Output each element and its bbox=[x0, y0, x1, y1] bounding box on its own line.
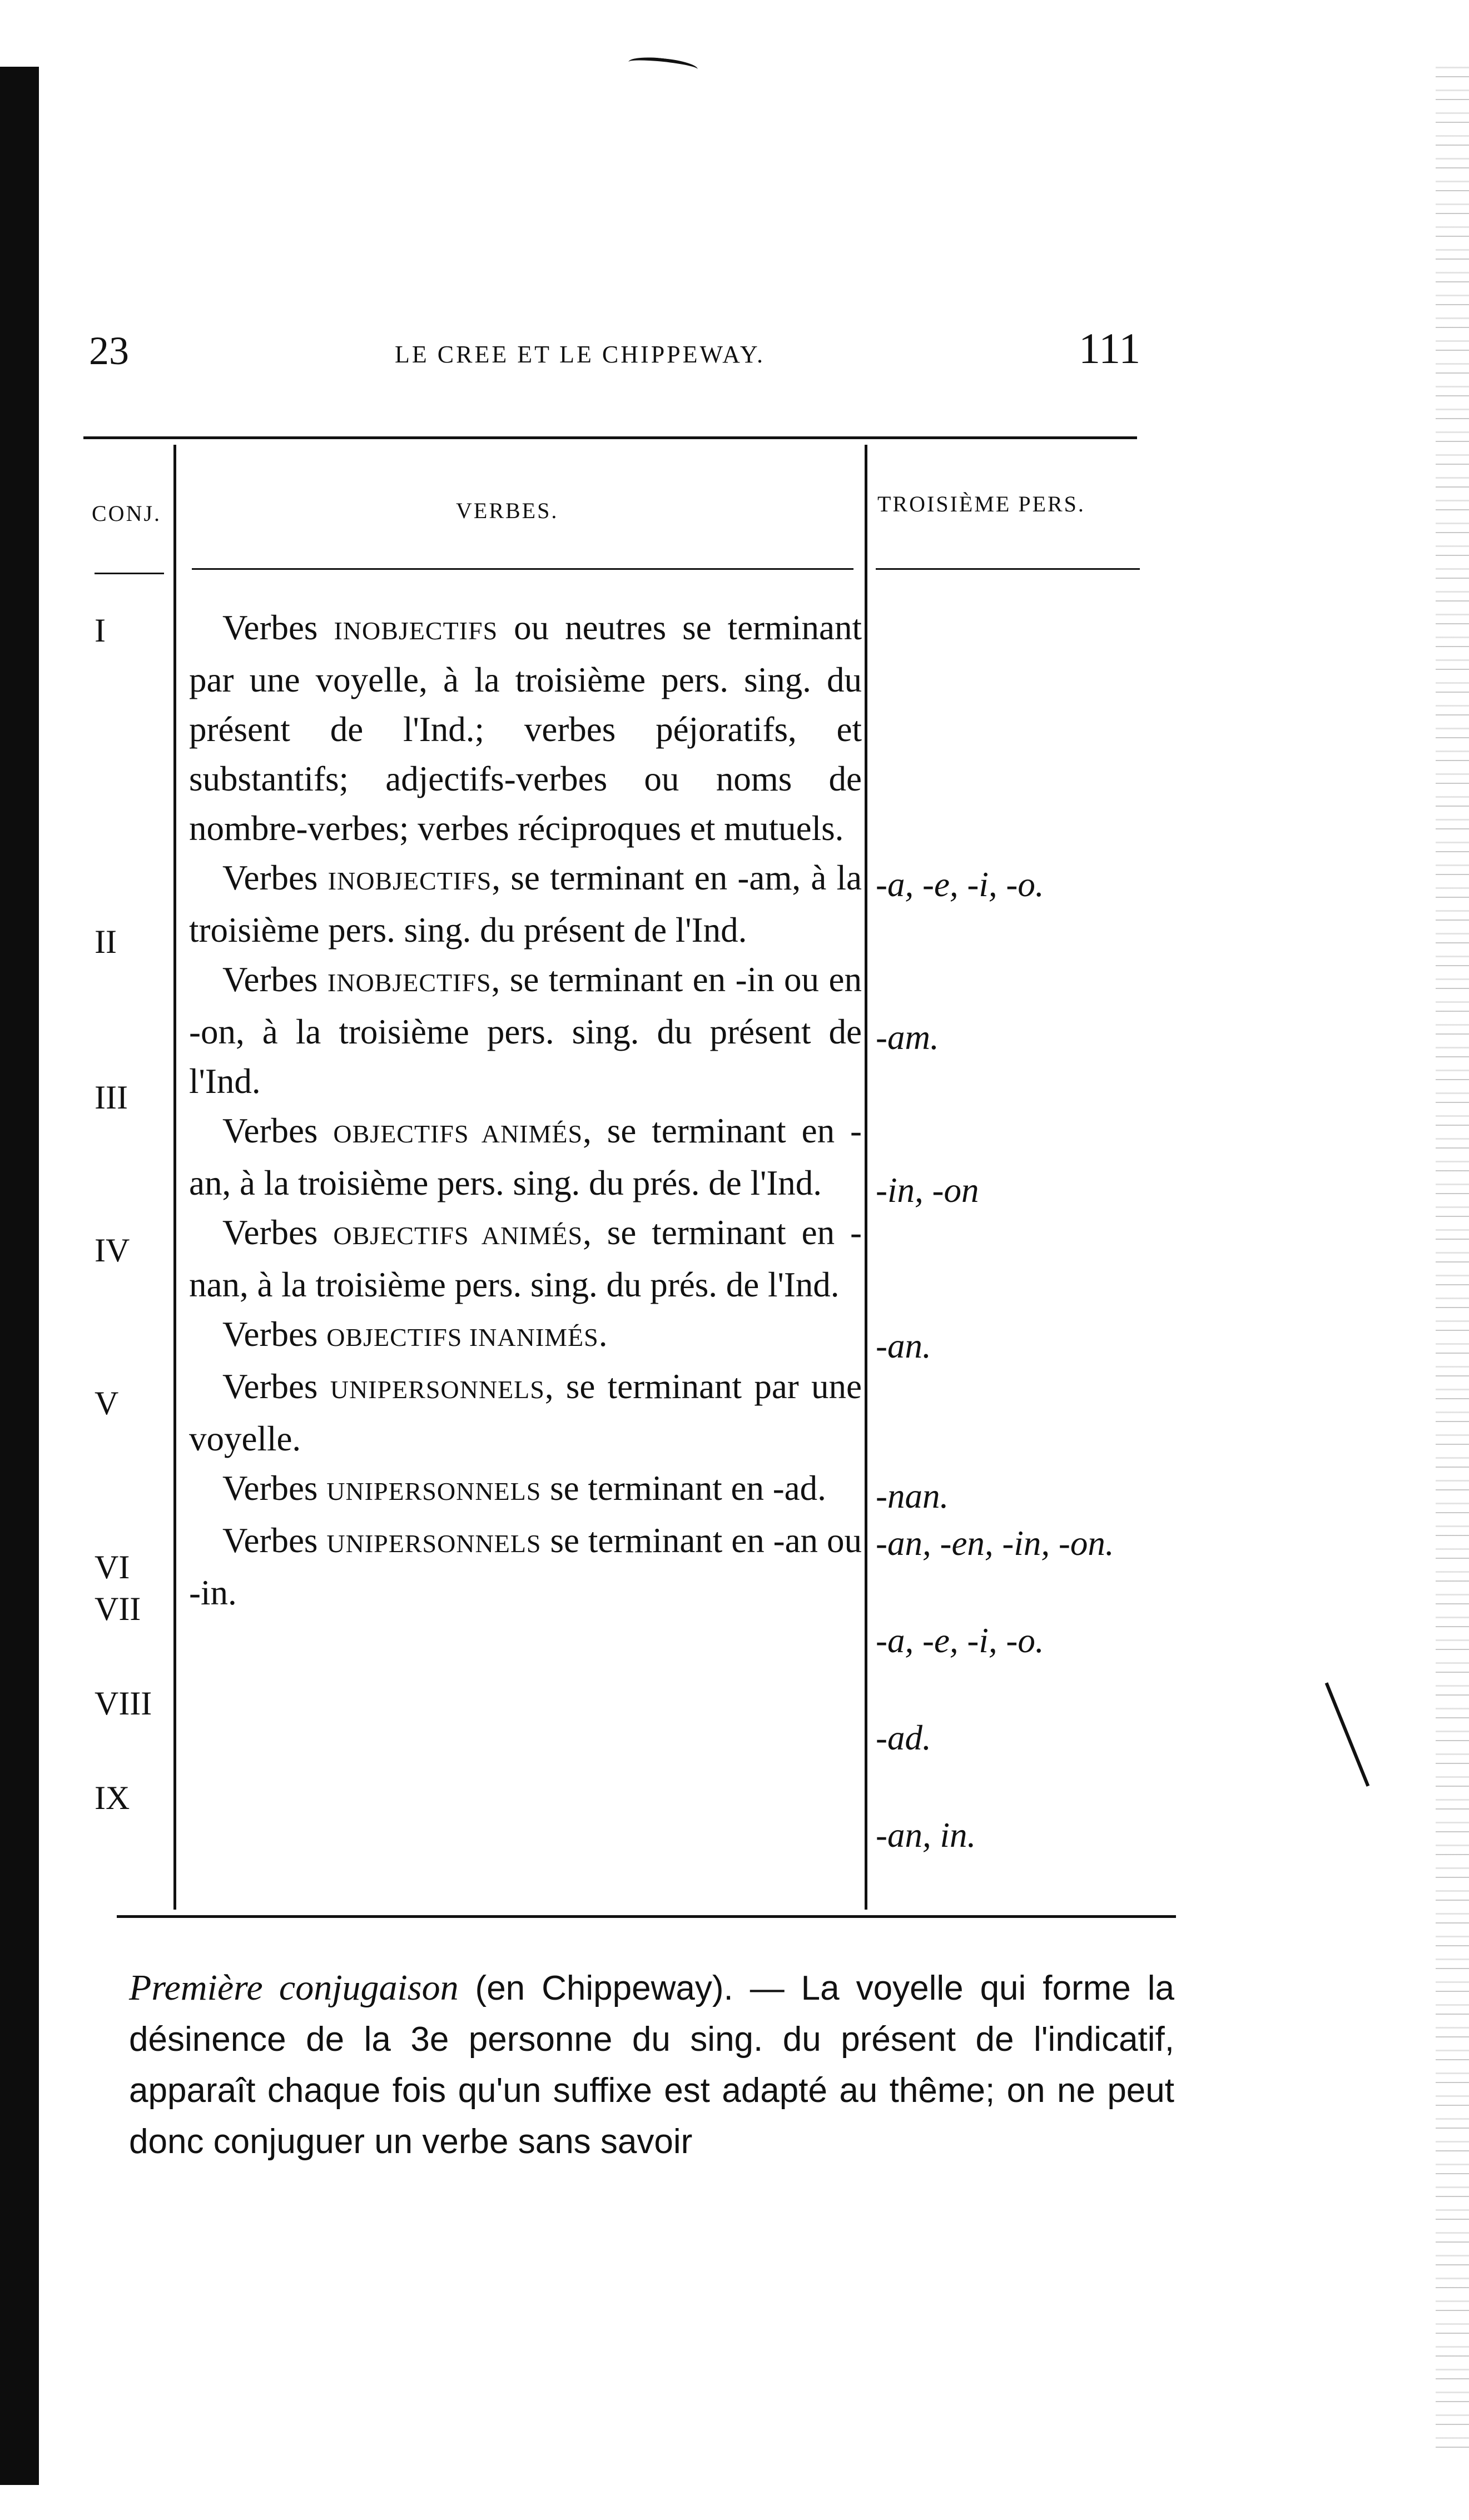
table-bottom-rule bbox=[117, 1915, 1176, 1918]
conj-numeral: II bbox=[95, 923, 117, 960]
small-caps-term: UNIPERSONNELS bbox=[326, 1477, 542, 1505]
ending-value: -a, -e, -i, -o. bbox=[876, 865, 1044, 904]
header-verbes: VERBES. bbox=[456, 498, 559, 523]
verb-entry: Verbes OBJECTIFS ANIMÉS, se terminant en -nan, à la troisième pers. sing. du prés. de l'Ind. bbox=[189, 1213, 862, 1304]
verb-entry: Verbes UNIPERSONNELS, se terminant par une voyelle. bbox=[189, 1367, 862, 1458]
small-caps-term: INOBJECTIFS bbox=[327, 968, 492, 997]
verb-entry: Verbes INOBJECTIFS, se terminant en -in ou en -on, à la troisième pers. sing. du présent de l'Ind. bbox=[189, 960, 862, 1101]
small-caps-term: OBJECTIFS INANIMÉS bbox=[326, 1323, 599, 1351]
ink-mark bbox=[628, 55, 698, 77]
column-divider-left bbox=[173, 445, 176, 1910]
page-number: 111 bbox=[1079, 324, 1141, 372]
conj-numeral: IV bbox=[95, 1232, 130, 1269]
small-caps-term: UNIPERSONNELS bbox=[330, 1375, 545, 1404]
signature-mark: 23 bbox=[89, 329, 129, 373]
small-caps-term: INOBJECTIFS bbox=[334, 617, 498, 645]
ending-value: -in, -on bbox=[876, 1171, 979, 1210]
running-head bbox=[83, 324, 1141, 378]
page-edge-speckle bbox=[1436, 67, 1469, 2457]
verb-entry: Verbes UNIPERSONNELS se terminant en -an ou -in. bbox=[189, 1521, 862, 1612]
conj-numeral: VI bbox=[95, 1549, 130, 1585]
ending-value: -an, in. bbox=[876, 1816, 976, 1855]
paragraph-text: (en Chippeway). — La voyelle qui forme la désinence de la 3e personne du sing. du présent de l'indicatif, apparaît chaque fois qu'un suffixe est adapté au thême; on ne peut donc conjuguer un verbe sans savoir bbox=[129, 1969, 1174, 2161]
header-rule-conj bbox=[95, 573, 164, 574]
conj-numeral: VII bbox=[95, 1590, 141, 1627]
verbs-column bbox=[189, 603, 862, 1618]
body-paragraph bbox=[129, 1962, 1174, 2168]
paragraph-lead: Première conjugaison bbox=[129, 1967, 459, 2008]
conj-numeral: VIII bbox=[95, 1685, 152, 1722]
ending-value: -an. bbox=[876, 1326, 931, 1365]
ink-stroke bbox=[1325, 1682, 1369, 1787]
conj-numeral: V bbox=[95, 1385, 119, 1421]
header-troisieme-pers: TROISIÈME PERS. bbox=[877, 491, 1085, 516]
book-spine-shadow bbox=[0, 67, 39, 2485]
ending-value: -a, -e, -i, -o. bbox=[876, 1621, 1044, 1660]
verb-entry: Verbes UNIPERSONNELS se terminant en -ad. bbox=[222, 1469, 826, 1508]
verb-entry: Verbes OBJECTIFS INANIMÉS. bbox=[222, 1315, 608, 1354]
verb-entry: Verbes INOBJECTIFS ou neutres se terminant par une voyelle, à la troisième pers. sing. du présent de l'Ind.; verbes péjoratifs, et substantifs; adjectifs-verbes ou noms de nombre-verbes; verbes réciproques et mutuels. bbox=[189, 608, 862, 848]
ending-value: -nan. bbox=[876, 1477, 949, 1515]
ending-value: -am. bbox=[876, 1018, 939, 1057]
conj-numeral: III bbox=[95, 1079, 128, 1116]
verb-entry: Verbes INOBJECTIFS, se terminant en -am, à la troisième pers. sing. du présent de l'Ind. bbox=[189, 858, 862, 950]
ending-value: -an, -en, -in, -on. bbox=[876, 1524, 1114, 1563]
running-title: LE CREE ET LE CHIPPEWAY. bbox=[395, 341, 766, 368]
small-caps-term: UNIPERSONNELS bbox=[326, 1529, 542, 1558]
verb-entry: Verbes OBJECTIFS ANIMÉS, se terminant en -an, à la troisième pers. sing. du prés. de l'Ind. bbox=[189, 1111, 862, 1202]
small-caps-term: OBJECTIFS ANIMÉS bbox=[333, 1120, 583, 1148]
header-rule-verbes bbox=[192, 568, 853, 570]
small-caps-term: OBJECTIFS ANIMÉS bbox=[333, 1221, 583, 1250]
conj-numeral: IX bbox=[95, 1780, 130, 1816]
header-rule-troisieme bbox=[876, 568, 1140, 570]
table-top-rule bbox=[83, 436, 1137, 439]
conj-numeral: I bbox=[95, 612, 106, 649]
small-caps-term: INOBJECTIFS bbox=[327, 867, 492, 895]
ending-value: -ad. bbox=[876, 1718, 931, 1757]
column-divider-right bbox=[865, 445, 867, 1910]
header-conj: CONJ. bbox=[92, 501, 162, 526]
